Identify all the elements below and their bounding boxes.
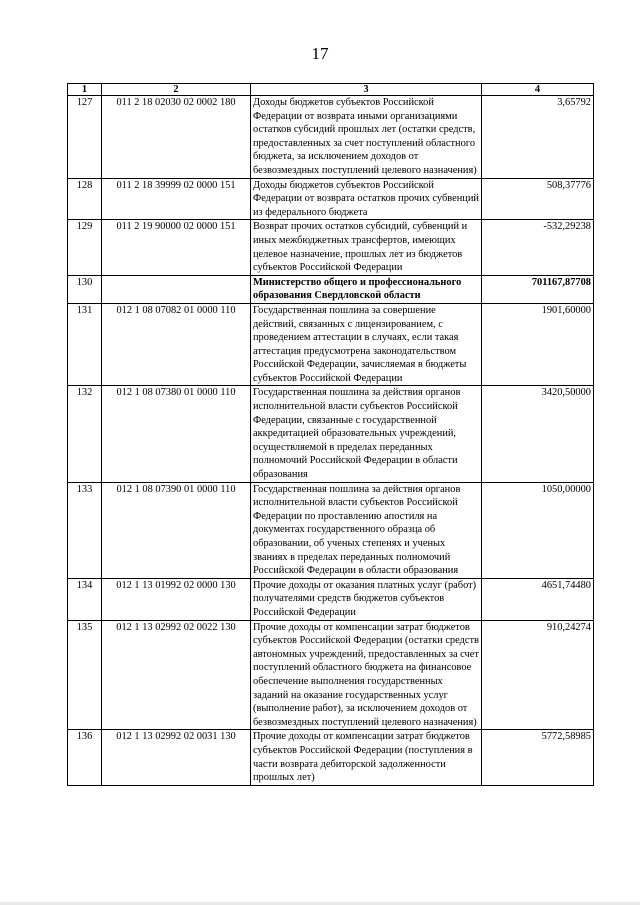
row-number: 130 <box>68 275 102 303</box>
row-amount: 701167,87708 <box>482 275 594 303</box>
table-row <box>68 178 594 220</box>
row-code: 012 1 08 07380 01 0000 110 <box>102 386 251 482</box>
row-number: 132 <box>68 386 102 482</box>
table-row <box>68 482 594 578</box>
table-row <box>68 620 594 730</box>
header-col-1: 1 <box>68 84 102 96</box>
row-code: 012 1 13 02992 02 0022 130 <box>102 620 251 730</box>
table-row <box>68 303 594 386</box>
row-description: Государственная пошлина за совершение действий, связанных с лицензированием, с проведением аттестации в случаях, если такая аттестация предусмотрена законодательством Российской Федерации, зачисляемая в бюджеты субъектов Российской Федерации <box>251 303 482 386</box>
row-code: 012 1 08 07082 01 0000 110 <box>102 303 251 386</box>
row-code: 012 1 13 02992 02 0031 130 <box>102 730 251 785</box>
row-code: 011 2 19 90000 02 0000 151 <box>102 220 251 275</box>
row-amount: -532,29238 <box>482 220 594 275</box>
row-amount: 1050,00000 <box>482 482 594 578</box>
row-number: 136 <box>68 730 102 785</box>
table-row <box>68 275 594 303</box>
table-row <box>68 730 594 785</box>
row-amount: 3420,50000 <box>482 386 594 482</box>
row-description: Государственная пошлина за действия органов исполнительной власти субъектов Российской Федерации, связанные с государственной аккредитацией образовательных учреждений, осуществляемой в пределах переданных полномочий Российской Федерации в области образования <box>251 386 482 482</box>
row-code: 012 1 08 07390 01 0000 110 <box>102 482 251 578</box>
row-number: 134 <box>68 578 102 620</box>
row-amount: 508,37776 <box>482 178 594 220</box>
row-description: Доходы бюджетов субъектов Российской Федерации от возврата остатков прочих субвенций из федерального бюджета <box>251 178 482 220</box>
row-number: 129 <box>68 220 102 275</box>
table-header-row <box>68 84 594 96</box>
row-number: 131 <box>68 303 102 386</box>
header-col-4: 4 <box>482 84 594 96</box>
row-number: 133 <box>68 482 102 578</box>
row-amount: 910,24274 <box>482 620 594 730</box>
row-amount: 5772,58985 <box>482 730 594 785</box>
revenue-table <box>67 83 594 786</box>
table-row <box>68 96 594 179</box>
row-description: Государственная пошлина за действия органов исполнительной власти субъектов Российской Федерации по проставлению апостиля на документах государственного образца об образовании, об ученых степенях и ученых званиях в пределах переданных полномочий Российской Федерации в области образования <box>251 482 482 578</box>
row-description: Прочие доходы от компенсации затрат бюджетов субъектов Российской Федерации (остатки средств автономных учреждений, предоставленных за счет поступлений областного бюджета на финансовое обеспечение выполнения государственных заданий на оказание государственных услуг (выполнение работ), за исключением доходов от безвозмездных поступлений целевого назначения) <box>251 620 482 730</box>
page-number: 17 <box>311 44 329 63</box>
row-code: 011 2 18 02030 02 0002 180 <box>102 96 251 179</box>
table-row <box>68 386 594 482</box>
table-row <box>68 578 594 620</box>
row-amount: 4651,74480 <box>482 578 594 620</box>
header-col-3: 3 <box>251 84 482 96</box>
row-description: Прочие доходы от компенсации затрат бюджетов субъектов Российской Федерации (поступления в части возврата дебиторской задолженности прошлых лет) <box>251 730 482 785</box>
row-number: 135 <box>68 620 102 730</box>
row-description: Доходы бюджетов субъектов Российской Федерации от возврата иными организациями остатков субсидий прошлых лет (остатки средств, предоставленных за счет поступлений областного бюджета, за исключением доходов от безвозмездных поступлений целевого назначения) <box>251 96 482 179</box>
row-amount: 1901,60000 <box>482 303 594 386</box>
row-number: 127 <box>68 96 102 179</box>
row-code <box>102 275 251 303</box>
row-description: Министерство общего и профессионального образования Свердловской области <box>251 275 482 303</box>
row-description: Возврат прочих остатков субсидий, субвенций и иных межбюджетных трансфертов, имеющих целевое назначение, прошлых лет из бюджетов субъектов Российской Федерации <box>251 220 482 275</box>
row-code: 012 1 13 01992 02 0000 130 <box>102 578 251 620</box>
row-number: 128 <box>68 178 102 220</box>
header-col-2: 2 <box>102 84 251 96</box>
row-amount: 3,65792 <box>482 96 594 179</box>
row-code: 011 2 18 39999 02 0000 151 <box>102 178 251 220</box>
table-row <box>68 220 594 275</box>
row-description: Прочие доходы от оказания платных услуг (работ) получателями средств бюджетов субъектов Российской Федерации <box>251 578 482 620</box>
